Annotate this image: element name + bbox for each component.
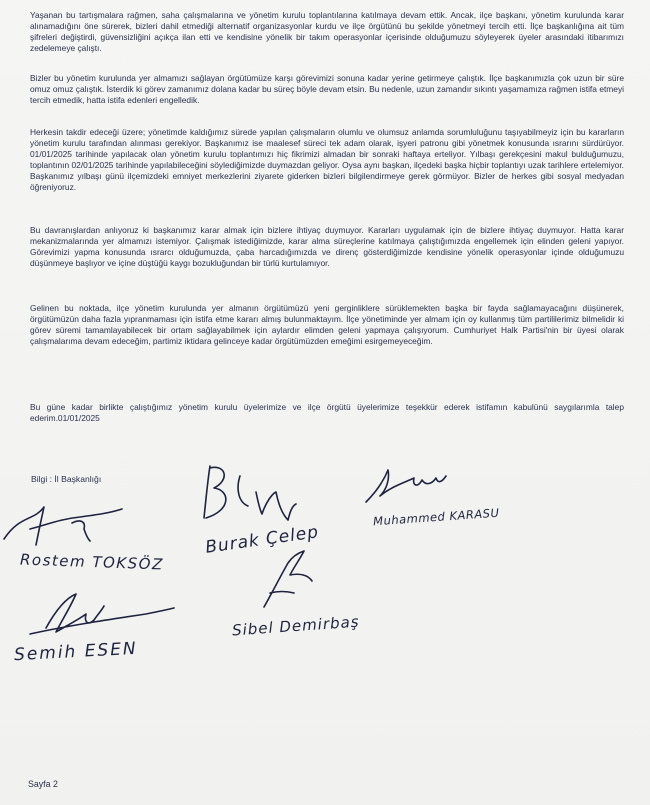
paragraph-2: Bizler bu yönetim kurulunda yer almamızı sağlayan örgütümüze karşı görevimizi sonuna kadar yerine getirmeye çalıştık. İlçe başkanımızla çok uzun bir süre omuz omuz çalıştık. İsterdik ki görev zamanımız dolana kadar bu süreç böyle devam etsin. Bu nedenle, uzun zamandır sıkıntı yaşamamıza rağmen istifa etmeyi tercih etmedik, hatta istifa edenleri engelledik. (30, 73, 624, 106)
signatory-name-3: Muhammed KARASU (372, 505, 500, 529)
signatory-name-4: Semih ESEN (13, 638, 139, 666)
paragraph-5: Gelinen bu noktada, ilçe yönetim kurulunda yer almanın örgütümüzü yeni gerginliklere sürüklemekten başka bir fayda sağlamayacağını düşünerek, örgütümüzün daha fazla yıpranmaması için istifa etme kararı almış bulunmaktayım. İlçe yönetiminde yer almam için oy kullanmış tüm partililerimiz bilmelidir ki görev süremi tamamlayabilecek bir ortam sağlayabilmek için aylardır elimden geleni yapmaya çalışıyorum. Cumhuriyet Halk Partisi'nin bir üyesi olarak çalışmalarıma devam edeceğim, partimiz iktidara gelinceye kadar örgütümüzden emeğimi esirgemeyeceğim. (30, 303, 624, 347)
signature-sibel (250, 545, 330, 615)
signatory-name-1: Rostem TOKSÖZ (19, 550, 165, 574)
signature-rostem (0, 495, 130, 555)
paragraph-6: Bu güne kadar birlikte çalıştığımız yönetim kurulu üyelerimize ve ilçe örgütü üyelerimize teşekkür ederek istifamın kabulünü saygılarımla talep ederim.01/01/2025 (30, 402, 624, 424)
paragraph-4: Bu davranışlardan anlıyoruz ki başkanımız karar almak için bizlere ihtiyaç duymuyor. Kararları uygulamak için de bizlere ihtiyaç duymuyor. Hatta karar mekanizmalarında yer almamızı istemiyor. Çalışmak istediğimizde, karar alma süreçlerine katılmaya çalıştığımızda engellemek için elinden geleni yapıyor. Görevimizi yapma konusunda ısrarcı olduğumuzda, çaba harcadığımızda ve direnç gösterdiğimizde kendisine yönelik operasyonlar içinde olduğumuzu düşünmeye başlıyor ve içine düştüğü kaygı bozukluğundan bir türlü kurtulamıyor. (30, 225, 624, 269)
paragraph-3: Herkesin takdir edeceği üzere; yönetimde kaldığımız sürede yapılan çalışmaların olumlu ve olumsuz anlamda sorumluluğunu taşıyabilmeyiz için bu kararların yönetim kurulu tarafından alınması gerekiyor. Başkanımız ise maalesef süreci tek adam olarak, işyeri patronu gibi yönetmek konusunda ısrarını sürdürüyor. 01/01/2025 tarihinde yapılacak olan yönetim kurulu toplantımızı hiç fikrimizi almadan bir sonraki haftaya erteliyor. Yılbaşı gerekçesini makul bulduğumuzu, toplantının 02/01/2025 tarihinde yapılabileceğini söylediğimizde duymazdan geliyor. Oysa aynı başkan, ilçedeki başka hiçbir toplantıyı uzak tarihlere ertelemiyor. Başkanımız yılbaşı günü ilçemizdeki emniyet merkezlerini ziyarete giderken bizleri bilgilendirmeye gerek görmüyor. Bizler de herkes gibi sosyal medyadan öğreniyoruz. (30, 127, 624, 193)
signatory-name-2: Burak Çelep (204, 522, 321, 558)
signatory-name-5: Sibel Demirbaş (231, 612, 361, 640)
signature-muhammed (362, 462, 452, 507)
signature-burak (196, 458, 306, 533)
cc-line: Bilgi : İl Başkanlığı (31, 474, 102, 484)
page-number: Sayfa 2 (28, 779, 58, 789)
paragraph-1: Yaşanan bu tartışmalara rağmen, saha çalışmalarına ve yönetim kurulu toplantılarına katılmaya devam ettik. Ancak, ilçe başkanı, yönetim kurulunda karar alınamadığını öne sürerek, bizleri dahil etmediği alternatif organizasyonlar kurdu ve ilçe örgütünü bu şekilde yönetmeyi tercih etti. İlçe başkanlığına ait tüm şifreleri değiştirdi, güvensizliğini açıkça ilan etti ve kendisine yönelik bir takım operasyonlar içerisinde olduğumuzu söyleyerek üyeler arasındaki itibarımızı zedelemeye çalıştı. (30, 10, 624, 54)
